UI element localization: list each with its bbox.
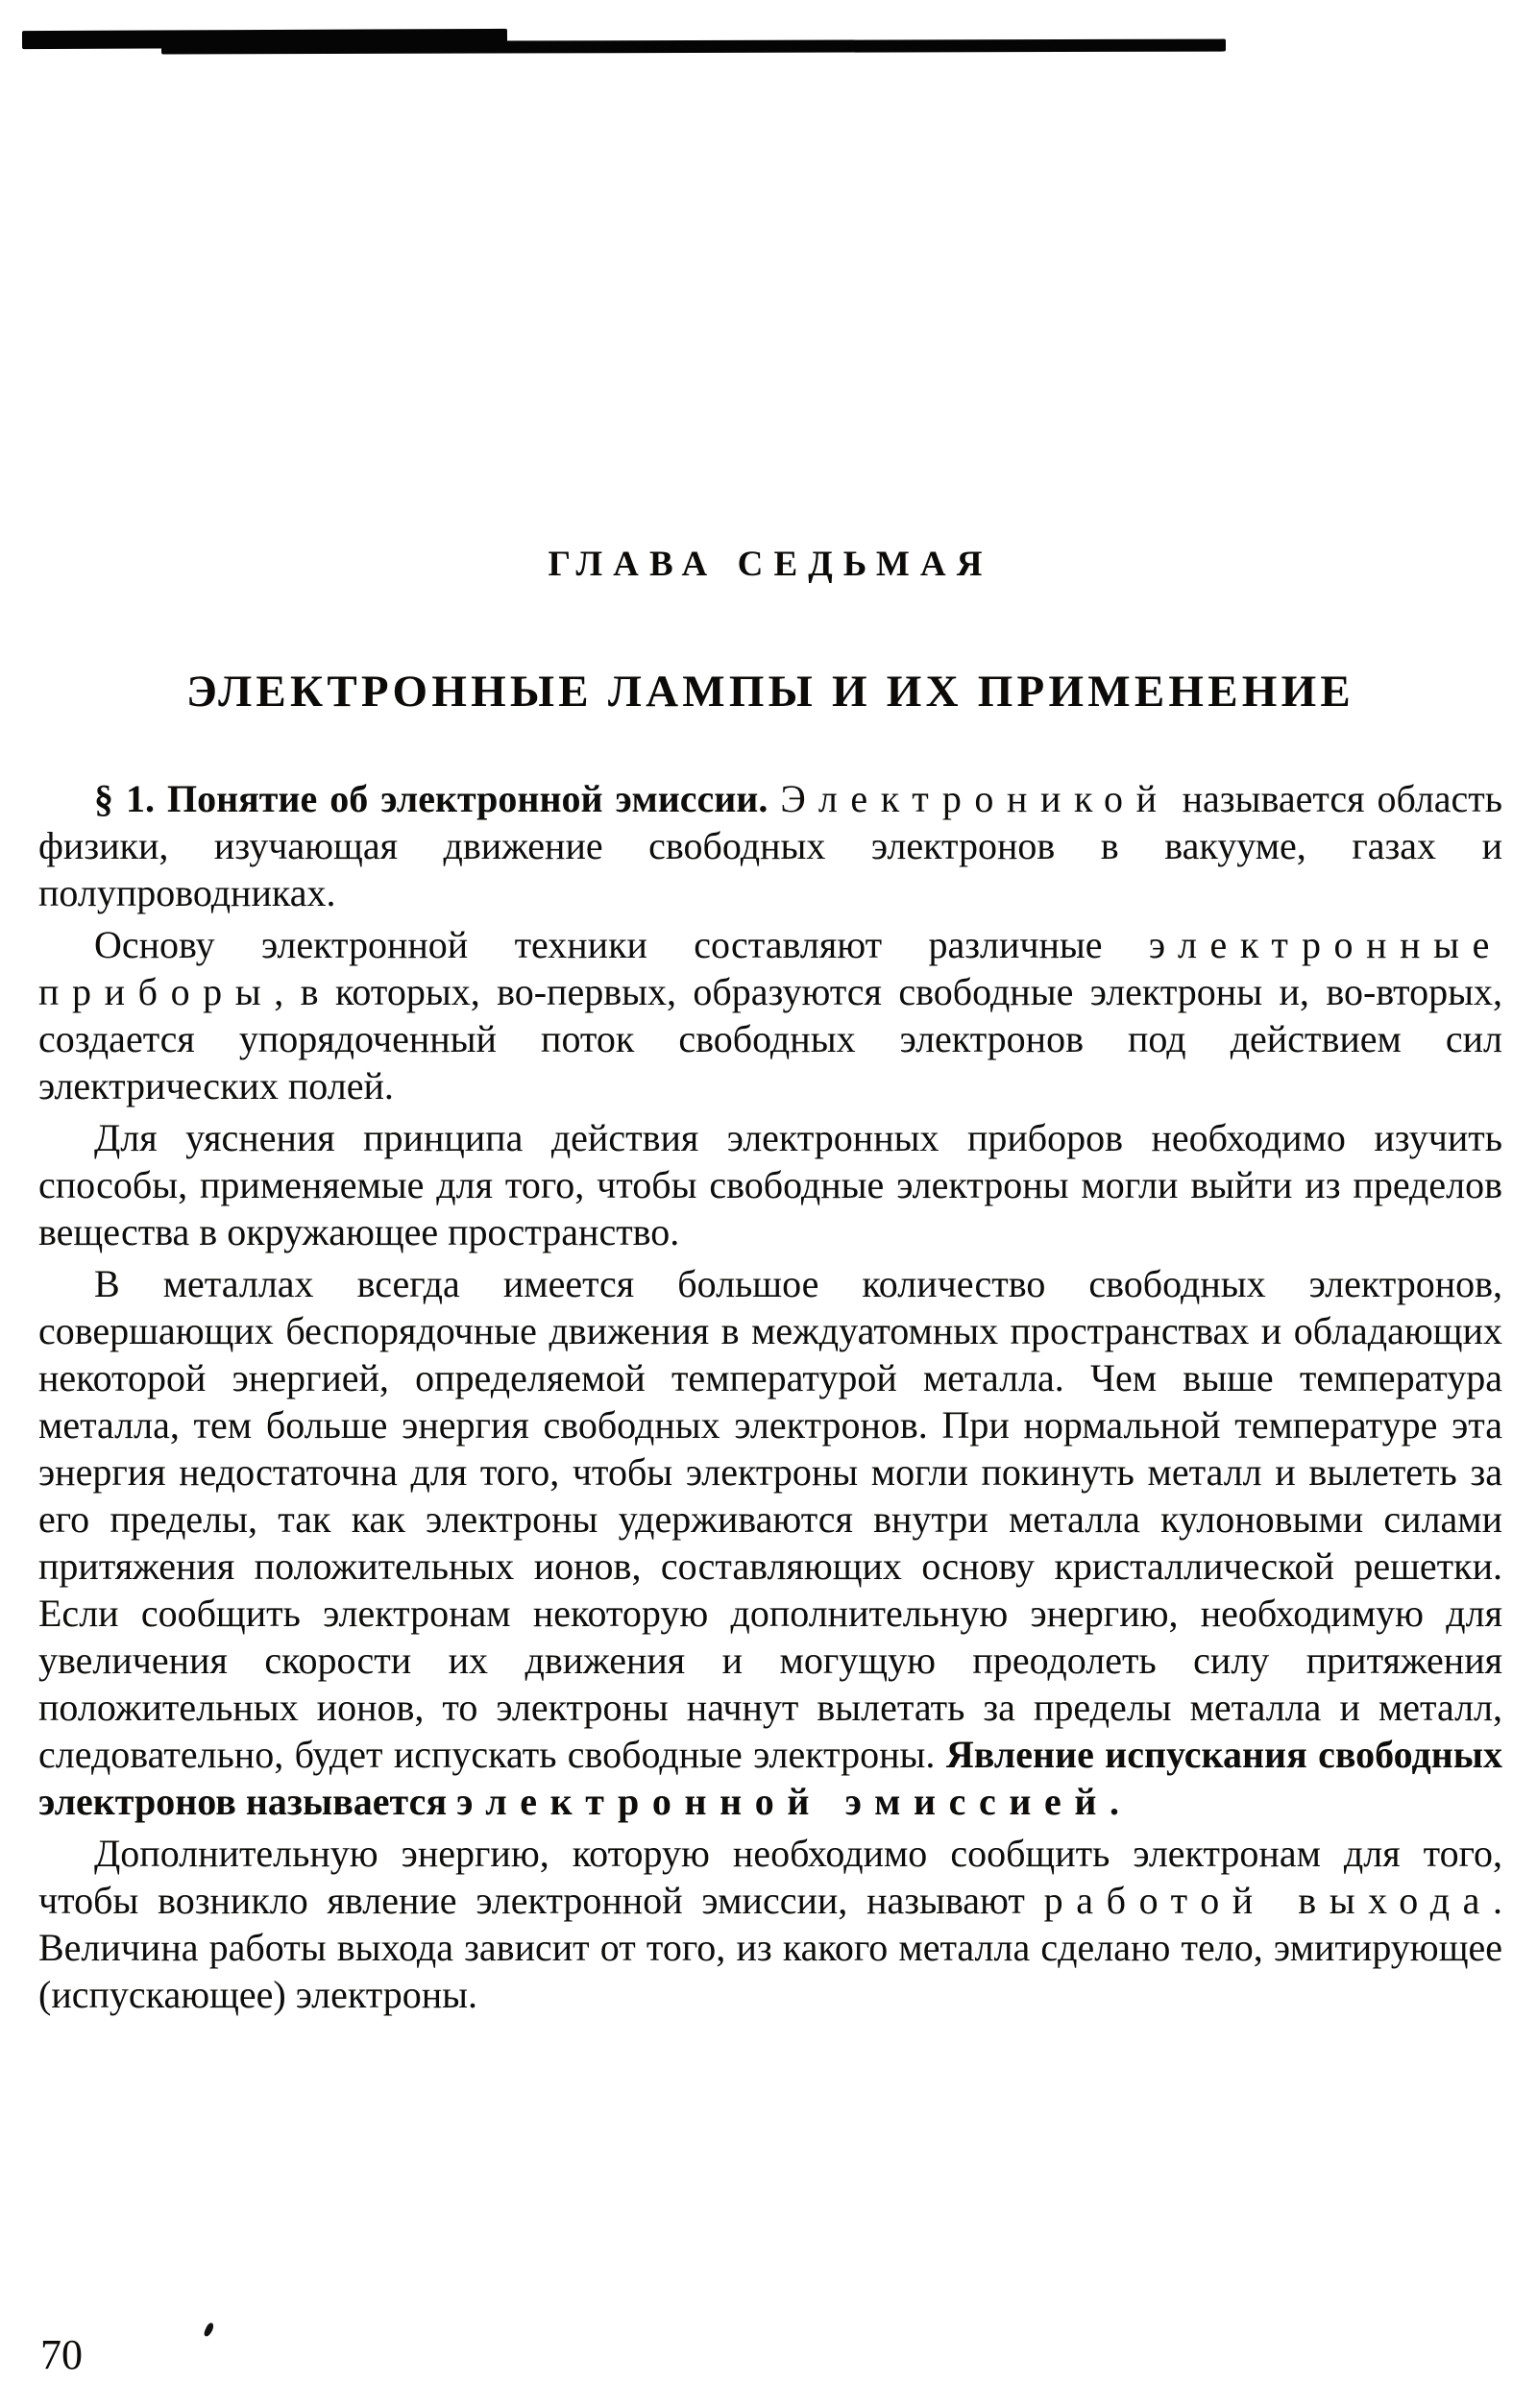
text-run: , в которых, во-первых, образуются свободные электроны и, во-вторых, создается упорядоченный поток свободных электронов под действием сил электрических полей. bbox=[38, 970, 1502, 1107]
text-run: называется область физики, изучающая движение свободных электронов в вакууме, газах и полупроводниках. bbox=[38, 777, 1503, 914]
chapter-kicker: ГЛАВА СЕДЬМАЯ bbox=[548, 545, 993, 584]
text-run: Основу электронной техники составляют различные bbox=[94, 923, 1149, 966]
page-number: 70 bbox=[40, 2331, 83, 2378]
paragraph bbox=[38, 1260, 1502, 1825]
text-run: работой выхода bbox=[1043, 1879, 1494, 1922]
text-run: Электроникой bbox=[780, 777, 1170, 820]
paragraph bbox=[38, 1114, 1502, 1255]
text-run: Для уяснения принципа действия электронных приборов необходимо изучить способы, применяемые для того, чтобы свободные электроны могли выйти из пределов вещества в окружающее пространство. bbox=[38, 1116, 1502, 1253]
text-run: В металлах всегда имеется большое количество свободных электронов, совершающих беспорядочные движения в междуатомных пространствах и обладающих некоторой энергией, определяемой температурой металла. Чем выше температура металла, тем больше энергия свободных электронов. При нормальной температуре эта энергия недостаточна для того, чтобы электроны могли покинуть металл и вылететь за его пределы, так как электроны удерживаются внутри металла кулоновыми силами притяжения положительных ионов, составляющих основу кристаллической решетки. Если сообщить электронам некоторую дополнительную энергию, необходимую для увеличения скорости их движения и могущую преодолеть силу притяжения положительных ионов, то электроны начнут вылетать за пределы металла и металл, следовательно, будет испускать свободные электроны. bbox=[38, 1262, 1502, 1776]
text-run: § 1. Понятие об электронной эмиссии. bbox=[94, 777, 781, 820]
paragraph bbox=[38, 1830, 1502, 2018]
scan-speck bbox=[203, 2322, 214, 2338]
paragraph bbox=[38, 921, 1502, 1109]
text-run: электронные приборы bbox=[38, 923, 1502, 1013]
text-run: электронной эмиссией. bbox=[456, 1780, 1133, 1823]
paragraph bbox=[38, 775, 1502, 916]
text-run: Дополнительную энергию, которую необходимо сообщить электронам для того, чтобы возникло явление электронной эмиссии, называют bbox=[38, 1832, 1502, 1922]
page-title: ЭЛЕКТРОННЫЕ ЛАМПЫ И ИХ ПРИМЕНЕНИЕ bbox=[186, 667, 1354, 717]
text-run: Явление испускания свободных электронов называется bbox=[38, 1733, 1503, 1823]
text-run: . Величина работы выхода зависит от того, из какого металла сделано тело, эмитирующее (испускающее) электроны. bbox=[38, 1879, 1503, 2016]
body-text bbox=[38, 775, 1502, 2018]
